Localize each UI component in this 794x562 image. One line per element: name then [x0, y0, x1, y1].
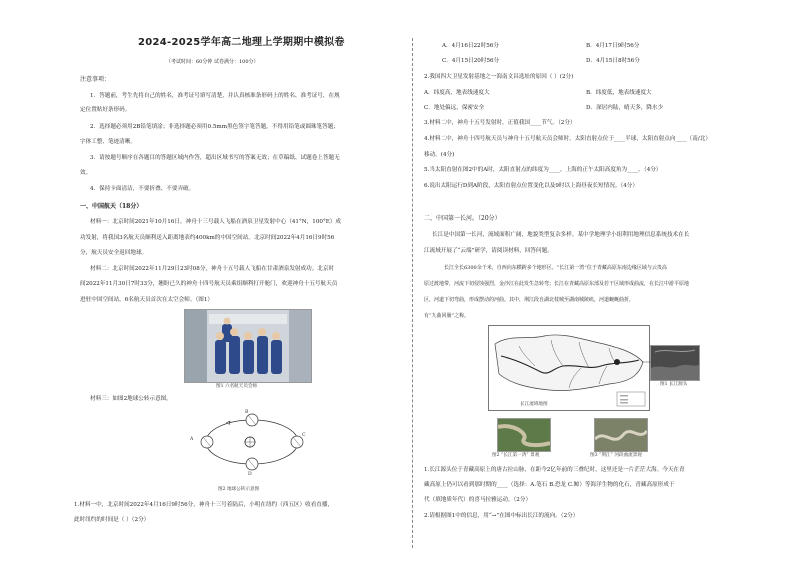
note-3a: 3．请按题号顺序在各题目的答题区域内作答，超出区域书写的答案无效；在草稿纸、试题卷上答题无 [90, 155, 340, 161]
note-3b: 效。 [80, 170, 92, 176]
material2-line3: 进驻中国空间站，6名航天员首次在太空会师。（图1） [80, 297, 213, 303]
note-4: 4．保持卡面清洁，不要折叠、不要弄破。 [90, 186, 195, 192]
orbit-label-d: D [248, 472, 252, 477]
q2-option-a: A．纬度高，地表线速度大 [424, 90, 490, 96]
yangtze-source-photo [650, 345, 700, 381]
jingjiang-illustration [595, 419, 647, 451]
note-1b: 定位置贴好条形码。 [80, 107, 131, 113]
s2-question1-line2: 藏高原上仍可以看到那时期的____（选择：A.笔石 B.恐龙 C.鲸）等海洋生物的化石，青藏高原形成于 [424, 482, 675, 488]
q1-option-a: A．4月16日22时56分 [442, 43, 499, 49]
figure1-caption: 图1 六名航天员会师 [216, 384, 258, 389]
astronauts-photo [184, 309, 312, 383]
question6: 6.说出太阳运行D到A阶段，太阳直射点位置变化以及9时以上海昼夜长短情况。（4分） [424, 183, 638, 189]
material-line1: 长江全长6300余千米，自西向东横跨多个地形区。“长江第一湾”位于青藏高原东南边缘区域与云贵高 [444, 265, 667, 271]
q1-option-d: D．4月15日8时56分 [586, 58, 640, 64]
material3-line: 材料三：如图2地球公转示意图。 [90, 396, 172, 402]
map-marker-icon [614, 359, 620, 365]
orbit-label-a: A [190, 437, 194, 442]
first-bend-illustration [498, 419, 550, 451]
material-line4: 有“九曲回肠”之称。 [424, 313, 470, 319]
notes-heading: 注意事项： [80, 76, 111, 83]
jingjiang-photo [594, 418, 648, 452]
material2-line2: 间2022年11月30日7时33分，翘盼已久的神舟十四号航天员乘组顺利打开舱门，欢迎神舟十五号航天员 [80, 281, 338, 287]
inset-caption: 图1 长江源头 [660, 382, 688, 387]
orbit-label-b: B [245, 410, 249, 415]
section1-heading: 一、中国航天（18分） [80, 203, 143, 210]
orbit-label-c: C [302, 433, 306, 438]
material2-line1: 材料二：北京时间2022年11月29日23时08分，神舟十五号载人飞船在甘肃酒泉发射成功。北京时 [90, 266, 335, 272]
note-2a: 2．选择题必须用2B铅笔填涂；非选择题必须用0.5mm黑色签字笔答题，不得用铅笔或圆珠笔答题； [90, 124, 339, 130]
q2-option-c: C．地处偏远，保密安全 [424, 105, 485, 111]
q2-option-d: D．深居内陆，晴天多，降水少 [586, 105, 664, 111]
first-bend-caption: 图2 “长江第一湾” 景观 [492, 453, 540, 458]
q1-option-c: C．4月15日20时56分 [442, 58, 500, 64]
section2-intro-line1: 长江是中国第一长河，流域面积广阔，地貌类型复杂多样。某中学地理学小组利用地理信息系统技术在长 [432, 232, 690, 238]
material1-line3: 分，航天员安全返回地球。 [80, 250, 148, 256]
first-bend-photo [497, 418, 551, 452]
material-line2: 原过渡地带，河流下切侵蚀强烈，金沙江在此发生急转弯；长江在青藏高原东部及若干区域形成曲流，在长江中游平原地 [424, 281, 690, 287]
material1-line2: 功发射，将我国3名航天员顺利送入距离地表约400km的中国空间站。北京时间2022年4月16日9时56 [80, 235, 335, 241]
question1-line1: 1.材料一中，北京时间2022年4月16日9时56分，神舟十三号着陆后，小明在纽约（西五区）收看直播， [74, 502, 334, 508]
note-1a: 1．答题前，考生先将自己的姓名，准考证号填写清楚，并认真核准条形码上的姓名、准考证号，在规 [90, 93, 340, 99]
earth-orbit-diagram [196, 408, 308, 480]
map-caption: 长江流域地图 [520, 402, 548, 407]
figure2-caption: 图2 地球公转示意图 [218, 487, 260, 492]
yangtze-basin-map [488, 325, 650, 411]
exam-subtitle: （考试时间：60分钟 试卷满分：100分） [166, 59, 259, 65]
yangtze-map-illustration [489, 326, 649, 410]
s2-question2: 2.请根据图1中的信息，用“→”在图中标出长江的流向。（2分） [424, 513, 579, 519]
question2: 2.我国四大卫星发射基地之一海南文昌选址的原因（ ）(2分) [424, 74, 574, 80]
q2-option-b: B．纬度低，地表线速度大 [586, 90, 652, 96]
s2-question1-line1: 1.长江源头位于青藏高原上的唐古拉山脉，在距今2亿年前的三叠纪时，这里还是一片茫茫大海。今天在青 [424, 467, 685, 473]
source-photo-illustration [651, 346, 699, 380]
q1-option-b: B．4月17日9时56分 [586, 43, 640, 49]
question3: 3.材料二中，神舟十五号发射时，正值我国____节气。（2分） [424, 120, 576, 126]
question4-line2: 移动。(4分) [424, 152, 455, 158]
question4-line1: 4.材料二中，神舟十四号航天员与神舟十五号航天员会师时，太阳直射点位于____半球，太阳直射点向____（南/北） [424, 136, 711, 142]
s2-question1-line3: 代（填地质年代）的喜马拉雅运动。（2分） [424, 497, 532, 503]
column-divider [412, 38, 413, 548]
section2-intro-line2: 江流域开展了“云端”研学，请阅读材料，回答问题。 [424, 248, 553, 254]
note-2b: 字体工整、笔迹清晰。 [80, 139, 136, 145]
section2-heading: 二、中国第一长河。（20分） [424, 215, 501, 222]
exam-title: 2024-2025学年高二地理上学期期中模拟卷 [138, 37, 345, 48]
material-line3: 区，河道下切弯曲，形成摆动的河曲。其中，荆江段自湖北枝城至湖南城陵矶，河道蜿蜒曲折， [424, 297, 635, 303]
astronauts-illustration [185, 310, 311, 382]
jingjiang-caption: 图3 “荆江” 河段曲流景观 [590, 453, 642, 458]
question1-line2: 此时纽约的时间是（ ）（2分） [74, 517, 150, 523]
inset-pointer-line [642, 360, 654, 364]
material1-line1: 材料一：北京时间2021年10月16日，神舟十三号载人飞船在酒泉卫星发射中心（41°N，100°E）成 [90, 219, 342, 225]
question5: 5.当太阳直射在图2中的A时，太阳直射点的纬度为____，上海的正午太阳高度角为____。（4分） [424, 167, 662, 173]
